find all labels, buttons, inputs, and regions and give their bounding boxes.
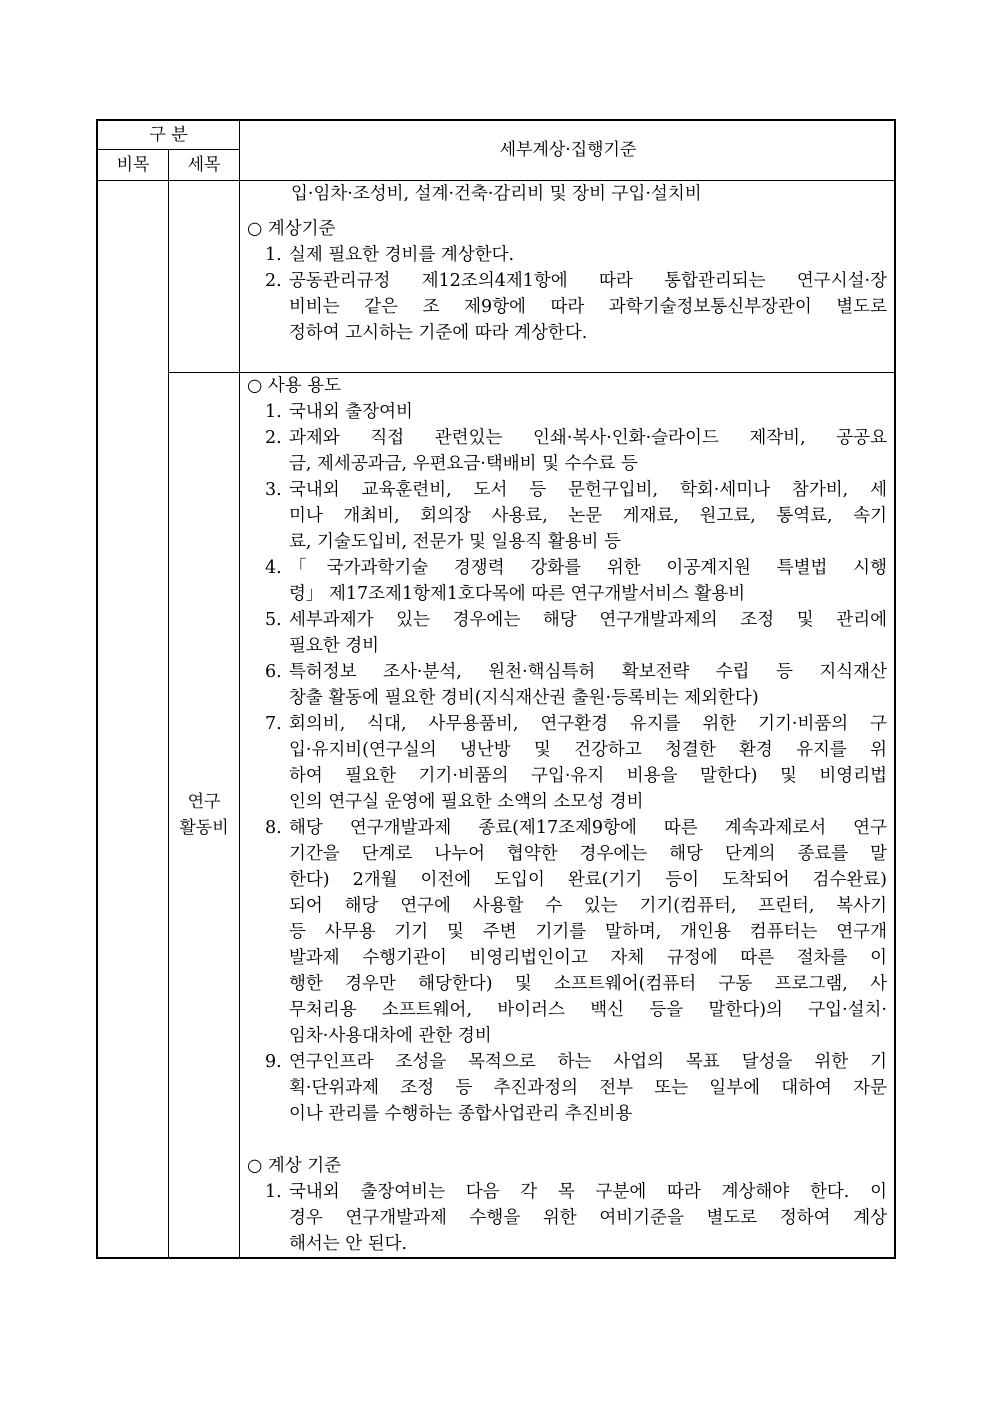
item-text-line: 경우 연구개발과제 수행을 위한 여비기준을 별도로 정하여 계상 (289, 1208, 887, 1228)
item-number: 1. (265, 1182, 282, 1202)
item-text-line: 행한 경우만 해당한다) 및 소프트웨어(컴퓨터 구동 프로그램, 사 (289, 974, 887, 994)
item-text-line: 세부과제가 있는 경우에는 해당 연구개발과제의 조정 및 관리에 (289, 610, 887, 630)
item-text-line: 료, 기술도입비, 전문가 및 일용직 활용비 등 (289, 532, 621, 552)
section-heading: ○ 계상기준 (247, 219, 336, 239)
item-number: 4. (265, 558, 282, 578)
item-number: 1. (265, 402, 282, 422)
item-number: 3. (265, 480, 282, 500)
item-number: 9. (265, 1052, 282, 1072)
item-text-line: 획·단위과제 조정 등 추진과정의 전부 또는 일부에 대하여 자문 (289, 1078, 887, 1098)
item-text-line: 정하여 고시하는 기준에 따라 계상한다. (289, 323, 588, 343)
item-number: 2. (265, 271, 282, 291)
item-text-line: 등 사무용 기기 및 주변 기기를 말하며, 개인용 컴퓨터는 연구개 (289, 922, 887, 942)
item-text-line: 금, 제세공과금, 우편요금·택배비 및 수수료 등 (289, 454, 638, 474)
item-text-line: 무처리용 소프트웨어, 바이러스 백신 등을 말한다)의 구입·설치· (289, 1000, 887, 1020)
item-text-line: 비비는 같은 조 제9항에 따라 과학기술정보통신부장관이 별도로 (289, 297, 887, 317)
header-gubun: 구 분 (149, 125, 188, 145)
item-text-line: 임차·사용대차에 관한 경비 (289, 1026, 492, 1046)
item-text-line: 입·유지비(연구실의 냉난방 및 건강하고 청결한 환경 유지를 위 (289, 740, 887, 760)
item-text-line: 발과제 수행기관이 비영리법인이고 자체 규정에 따른 절차를 이 (289, 948, 887, 968)
item-number: 6. (265, 662, 282, 682)
item-text-line: 해당 연구개발과제 종료(제17조제9항에 따른 계속과제로서 연구 (289, 818, 887, 838)
item-text-line: 해서는 안 된다. (289, 1234, 408, 1254)
item-text-line: 되어 해당 연구에 사용할 수 있는 기기(컴퓨터, 프린터, 복사기 (289, 896, 887, 916)
item-text-line: 국내외 출장여비 (289, 402, 413, 422)
item-text-line: 필요한 경비 (289, 636, 380, 656)
item-text-line: 특허정보 조사·분석, 원천·핵심특허 확보전략 수립 등 지식재산 (289, 662, 887, 682)
header-criteria: 세부계상·집행기준 (499, 140, 637, 160)
header-split-line (98, 149, 239, 150)
budget-table (96, 119, 896, 1259)
item-text-line: 령」 제17조제1항제1호다목에 따른 연구개발서비스 활용비 (289, 584, 746, 604)
header-bimok: 비목 (116, 155, 150, 175)
item-text-line: 기간을 단계로 나누어 협약한 경우에는 해당 단계의 종료를 말 (289, 844, 887, 864)
item-text-line: 창출 활동에 필요한 경비(지식재산권 출원·등록비는 제외한다) (289, 688, 759, 708)
criteria-content (243, 121, 888, 1259)
item-text-line: 인의 연구실 운영에 필요한 소액의 소모성 경비 (289, 792, 644, 812)
item-text-line: 「국가과학기술 경쟁력 강화를 위한 이공계지원 특별법 시행 (289, 558, 887, 578)
section-heading: ○ 계상 기준 (247, 1156, 342, 1176)
section-heading: ○ 사용 용도 (247, 376, 342, 396)
item-text-line: 국내외 교육훈련비, 도서 등 문헌구입비, 학회·세미나 참가비, 세 (289, 480, 887, 500)
header-semok: 세목 (187, 155, 221, 175)
item-text-line: 과제와 직접 관련있는 인쇄·복사·인화·슬라이드 제작비, 공공요 (289, 428, 887, 448)
item-text-line: 연구인프라 조성을 목적으로 하는 사업의 목표 달성을 위한 기 (289, 1052, 887, 1072)
item-text-line: 한다) 2개월 이전에 도입이 완료(기기 등이 도착되어 검수완료) (289, 870, 887, 890)
item-text-line: 국내외 출장여비는 다음 각 목 구분에 따라 계상해야 한다. 이 (289, 1182, 887, 1202)
item-number: 7. (265, 714, 282, 734)
col-divider-bimok (168, 149, 169, 1259)
item-text-line: 미나 개최비, 회의장 사용료, 논문 게재료, 원고료, 통역료, 속기 (289, 506, 887, 526)
item-text-line: 이나 관리를 수행하는 종합사업관리 추진비용 (289, 1104, 633, 1124)
item-number: 1. (265, 245, 282, 265)
item-text-line: 공동관리규정 제12조의4제1항에 따라 통합관리되는 연구시설·장 (289, 271, 887, 291)
item-number: 8. (265, 818, 282, 838)
item-number: 5. (265, 610, 282, 630)
semok-label-line2: 활동비 (179, 818, 229, 838)
item-text-line: 실제 필요한 경비를 계상한다. (289, 245, 515, 265)
continued-line: 입·임차·조성비, 설계·건축·감리비 및 장비 구입·설치비 (291, 184, 702, 204)
item-number: 2. (265, 428, 282, 448)
col-divider-semok (239, 121, 240, 1259)
semok-label-line1: 연구 (187, 792, 221, 812)
item-text-line: 회의비, 식대, 사무용품비, 연구환경 유지를 위한 기기·비품의 구 (289, 714, 887, 734)
item-text-line: 하여 필요한 기기·비품의 구입·유지 비용을 말한다) 및 비영리법 (289, 766, 887, 786)
